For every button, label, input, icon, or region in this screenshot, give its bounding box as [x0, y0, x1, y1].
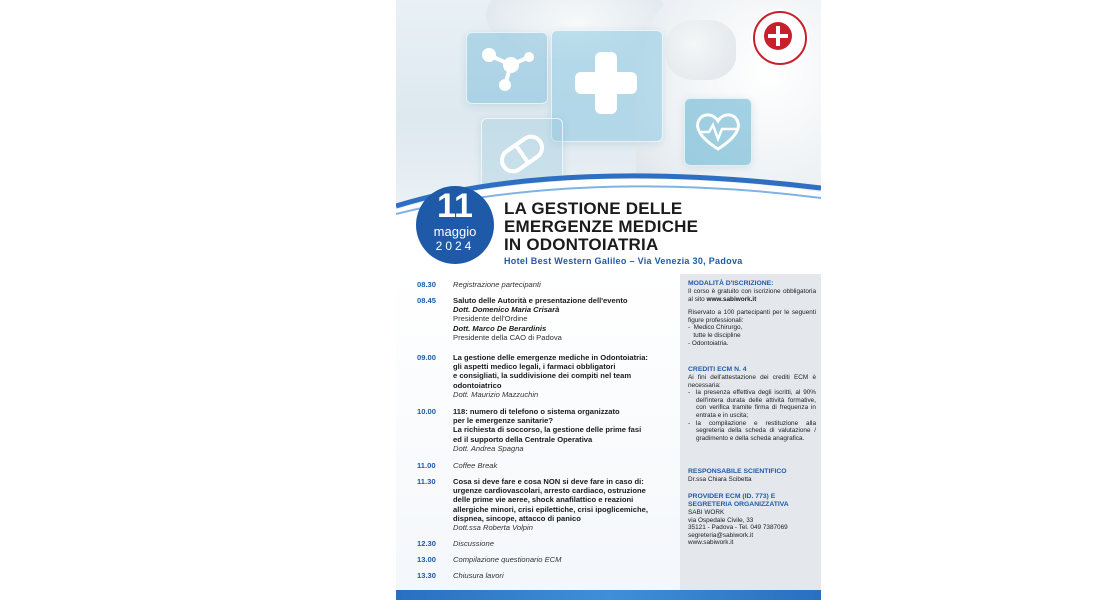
registration-heading: MODALITÀ D'ISCRIZIONE:	[688, 280, 774, 287]
heartbeat-icon	[685, 99, 751, 165]
ecm-credits-section	[688, 366, 816, 442]
speaker-line: Dott. Domenico Maria Crisarà	[453, 305, 560, 315]
provider-website-link[interactable]: www.sabiwork.it	[688, 539, 734, 547]
program-time: 10.00	[417, 407, 437, 416]
provider-email-link[interactable]: segreteria@sabiwork.it	[688, 531, 754, 539]
program-line: Presidente della CAO di Padova	[453, 332, 562, 342]
program-description	[453, 555, 675, 564]
scientific-lead-name: Dr.ssa Chiara Scibetta	[688, 476, 752, 483]
provider-heading: SEGRETERIA ORGANIZZATIVA	[688, 501, 789, 508]
program-line: La gestione delle emergenze mediche in Odontoiatria:	[453, 353, 648, 362]
title-line: EMERGENZE MEDICHE	[504, 217, 699, 236]
registration-site-link[interactable]: www.sabiwork.it	[706, 295, 757, 303]
event-day: 11	[437, 187, 473, 225]
program-time: 13.30	[417, 571, 437, 580]
program-line: gli aspetti medico legali, i farmaci obbligatori	[453, 362, 616, 372]
program-description	[453, 296, 675, 342]
profession-item: - Medico Chirurgo,	[688, 324, 743, 332]
program-description	[453, 571, 675, 580]
program-line: 118: numero di telefono o sistema organizzato	[453, 407, 620, 416]
provider-name: SABI WORK	[688, 509, 725, 516]
event-year: 2024	[435, 239, 475, 253]
program-line: Cosa si deve fare e cosa NON si deve fare in caso di:	[453, 477, 644, 486]
ecm-credits-heading: CREDITI ECM N. 4	[688, 366, 747, 373]
provider-section	[688, 493, 816, 547]
speaker-line: Dott. Andrea Spagna	[453, 443, 524, 453]
program-line: odontoiatrico	[453, 380, 502, 390]
program-line: dispnea, sincope, attacco di panico	[453, 513, 581, 523]
registration-limit-text: Riservato a 100 partecipanti per le seguenti figure professionali:	[688, 309, 816, 324]
program-line: Registrazione partecipanti	[453, 280, 541, 289]
program-time: 11.00	[417, 461, 436, 470]
program-line: Chiusura lavori	[453, 571, 504, 580]
program-line: Saluto delle Autorità e presentazione dell'evento	[453, 296, 628, 305]
program-time: 12.30	[417, 539, 437, 548]
speaker-line: Dott.ssa Roberta Volpin	[453, 523, 533, 533]
program-line: per le emergenze sanitarie?	[453, 416, 554, 426]
flyer-page	[396, 0, 821, 600]
event-title	[504, 200, 814, 254]
provider-city-phone: 35121 - Padova - Tel. 049 7387069	[688, 524, 788, 532]
event-date-badge	[416, 186, 494, 264]
info-sidebar	[680, 274, 821, 592]
ecm-requirement-item: - la presenza effettiva degli iscritti, al 90% dell'intera durata delle attività formative, con verifica tramite firma di frequenza in entrata e in uscita;	[688, 389, 816, 419]
registration-section	[688, 280, 816, 347]
scientific-lead-heading: RESPONSABILE SCIENTIFICO	[688, 468, 787, 475]
program-line: delle prime vie aeree, shock anafilattico e reazioni	[453, 495, 634, 505]
profession-item: - Odontoiatria.	[688, 339, 729, 347]
program-description	[453, 353, 675, 399]
title-line: LA GESTIONE DELLE	[504, 199, 683, 218]
profession-item: tutte le discipline	[688, 331, 741, 339]
program-line: La richiesta di soccorso, la gestione delle prime fasi	[453, 425, 642, 435]
program-line: urgenze cardiovascolari, arresto cardiaco, ostruzione	[453, 486, 646, 496]
speaker-line: Dott. Marco De Berardinis	[453, 323, 547, 333]
program-line: e consigliati, la suddivisione dei compiti nel team	[453, 371, 632, 381]
footer-bar	[396, 590, 821, 600]
program-line: Compilazione questionario ECM	[453, 555, 562, 564]
scientific-lead-section	[688, 468, 816, 484]
heartbeat-icon-tile	[684, 98, 752, 166]
ecm-requirement-item: - la compilazione e restituzione alla segreteria della scheda di valutazione / gradimento e della scheda anagrafica.	[688, 419, 816, 442]
program-description	[453, 477, 675, 532]
program-description	[453, 461, 675, 470]
event-venue: Hotel Best Western Galileo – Via Venezia 30, Padova	[504, 256, 743, 266]
program-description	[453, 539, 675, 548]
molecule-icon	[467, 33, 547, 103]
program-schedule	[396, 274, 680, 592]
title-line: IN ODONTOIATRIA	[504, 235, 659, 254]
speaker-line: Dott. Maurizio Mazzuchin	[453, 389, 539, 399]
program-line: Presidente dell'Ordine	[453, 314, 528, 324]
program-line: Coffee Break	[453, 461, 498, 470]
program-description	[453, 407, 675, 453]
molecule-icon-tile	[466, 32, 548, 104]
event-month: maggio	[433, 224, 477, 239]
program-line: allergiche minori, crisi epilettiche, crisi ipoglicemiche,	[453, 504, 648, 514]
medical-cross-icon	[571, 48, 641, 118]
program-time: 09.00	[417, 353, 437, 362]
program-time: 08.30	[417, 280, 437, 289]
doctor-hand-image	[666, 20, 736, 80]
program-line: ed il supporto della Centrale Operativa	[453, 434, 593, 444]
registration-text: Il corso è gratuito con iscrizione obbligatoria al sito	[688, 288, 816, 303]
program-time: 11.30	[417, 477, 436, 486]
ecm-credits-text: Ai fini dell'attestazione dei crediti ECM è necessaria:	[688, 374, 816, 389]
program-time: 13.00	[417, 555, 437, 564]
program-line: Discussione	[453, 539, 494, 548]
provider-address: via Ospedale Civile, 33	[688, 516, 754, 524]
program-description	[453, 280, 675, 289]
program-time: 08.45	[417, 296, 437, 305]
provider-heading: PROVIDER ECM (ID. 773) E	[688, 493, 776, 500]
ordine-medici-logo	[753, 11, 807, 65]
